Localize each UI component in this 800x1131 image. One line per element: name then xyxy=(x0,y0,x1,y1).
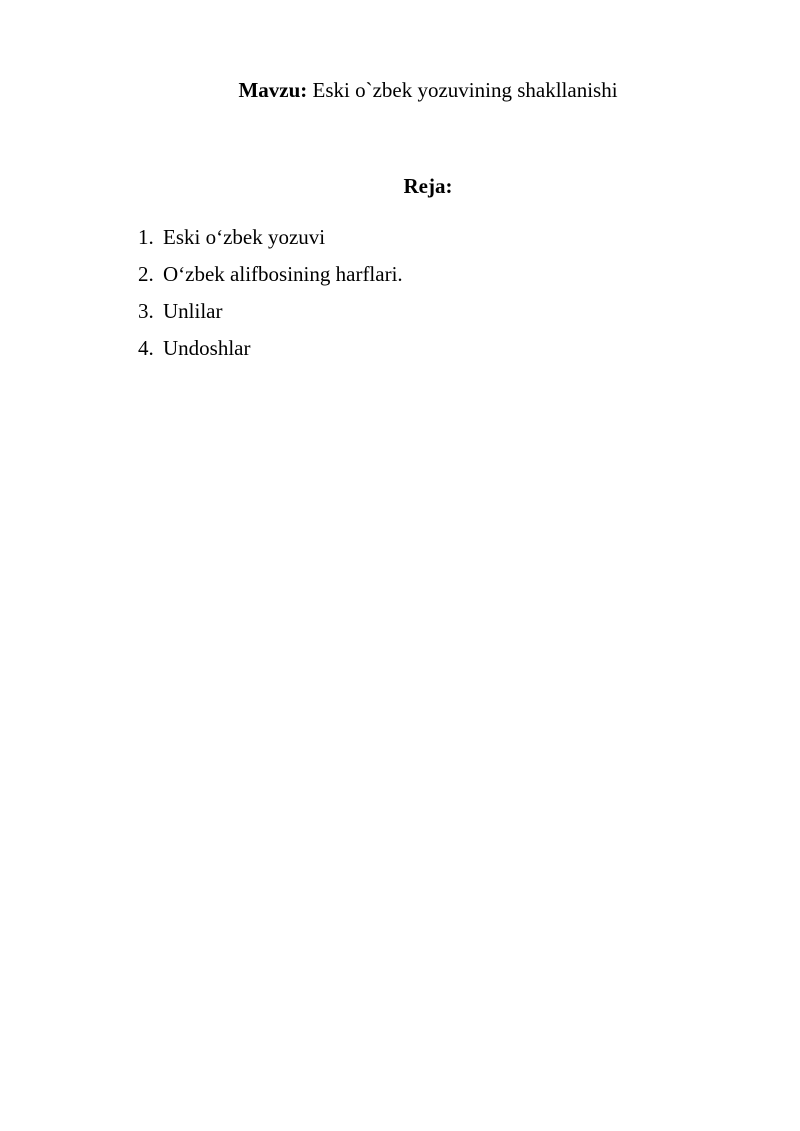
topic-line xyxy=(0,76,800,104)
plan-item xyxy=(138,330,403,367)
plan-item-number: 1. xyxy=(138,225,154,249)
plan-item-number: 3. xyxy=(138,299,154,323)
plan-item-number: 4. xyxy=(138,336,154,360)
plan-item-text: Unlilar xyxy=(163,299,223,323)
topic-text: Eski o`zbek yozuvining shakllanishi xyxy=(312,78,618,102)
plan-item xyxy=(138,293,403,330)
plan-heading: Reja: xyxy=(403,174,453,198)
topic-label: Mavzu: xyxy=(238,78,308,102)
plan-item-text: Eski o‘zbek yozuvi xyxy=(163,225,326,249)
plan-item-text: O‘zbek alifbosining harflari. xyxy=(163,262,403,286)
plan-item xyxy=(138,256,403,293)
plan-item xyxy=(138,219,403,256)
plan-item-text: Undoshlar xyxy=(163,336,251,360)
plan-item-number: 2. xyxy=(138,262,154,286)
plan-list xyxy=(138,219,403,367)
